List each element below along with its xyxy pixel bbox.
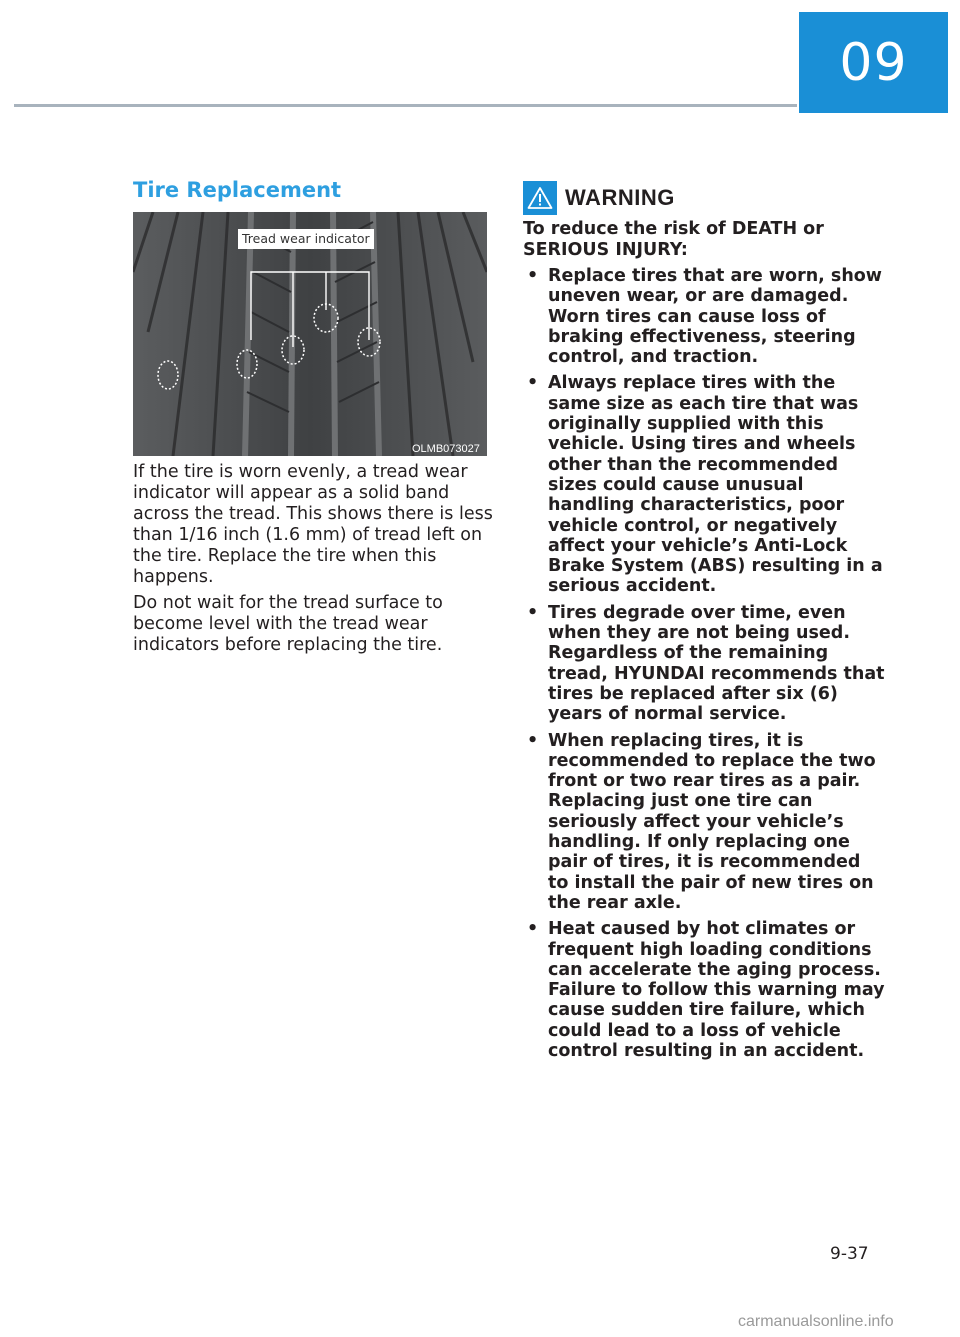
warning-item: [523, 731, 885, 914]
body-paragraph-1: If the tire is worn evenly, a tread wear indicator will appear as a solid band across the tread. This shows there is less than 1/16 inch (1.6 mm) of tread left on the tire. Replace the tire when this happens.: [133, 462, 493, 587]
warning-item-text: Tires degrade over time, even when they are not being used. Regardless of the remaining tread, HYUNDAI recommends that tires be replaced after six (6) years of normal service.: [548, 602, 885, 725]
body-paragraph-2: Do not wait for the tread surface to become level with the tread wear indicators before replacing the tire.: [133, 593, 443, 655]
warning-item-text: When replacing tires, it is recommended to replace the two front or two rear tires as a pair. Replacing just one tire can seriously affect your vehicle’s handling. If only replacing one pair of tires, it is recommended to install the pair of new tires on the rear axle.: [548, 730, 876, 913]
warning-icon-box: [523, 181, 557, 215]
warning-list: [523, 266, 885, 1061]
warning-item: [523, 603, 885, 725]
warning-title: WARNING: [565, 185, 675, 210]
figure-code: OLMB073027: [412, 443, 480, 455]
bullet: •: [527, 602, 539, 623]
bullet: •: [527, 266, 539, 286]
warning-item: [523, 266, 885, 367]
warning-box: [523, 181, 885, 1067]
bullet: •: [527, 730, 539, 751]
watermark[interactable]: carmanualsonline.info: [738, 1313, 894, 1330]
warning-intro: To reduce the risk of DEATH or SERIOUS INJURY:: [523, 219, 824, 260]
warning-header: [523, 181, 885, 215]
header-rule: [14, 104, 797, 107]
chapter-tab: [799, 12, 948, 113]
bullet: •: [527, 919, 539, 940]
warning-triangle-icon: [527, 186, 553, 210]
page-number: 9-37: [830, 1244, 869, 1264]
bullet: •: [527, 373, 539, 394]
chapter-number: 09: [839, 32, 908, 93]
warning-item: [523, 373, 885, 596]
tread-wear-indicator-callout: Tread wear indicator: [238, 229, 374, 249]
warning-item: [523, 919, 885, 1061]
section-title: Tire Replacement: [133, 178, 342, 202]
warning-item-text: Heat caused by hot climates or frequent high loading conditions can accelerate the aging process. Failure to follow this warning may cause sudden tire failure, which could lead to a loss of vehicle control resulting in an accident.: [548, 919, 885, 1061]
warning-item-text: Replace tires that are worn, show uneven wear, or are damaged. Worn tires can cause loss of braking effectiveness, steering control, and traction.: [548, 266, 882, 368]
warning-item-text: Always replace tires with the same size as each tire that was originally supplied with this vehicle. Using tires and wheels other than the recommended sizes could cause unusual handling characteristics, poor vehicle control, or negatively affect your vehicle’s Anti-Lock Brake System (ABS) resulting in a serious accident.: [548, 373, 883, 597]
